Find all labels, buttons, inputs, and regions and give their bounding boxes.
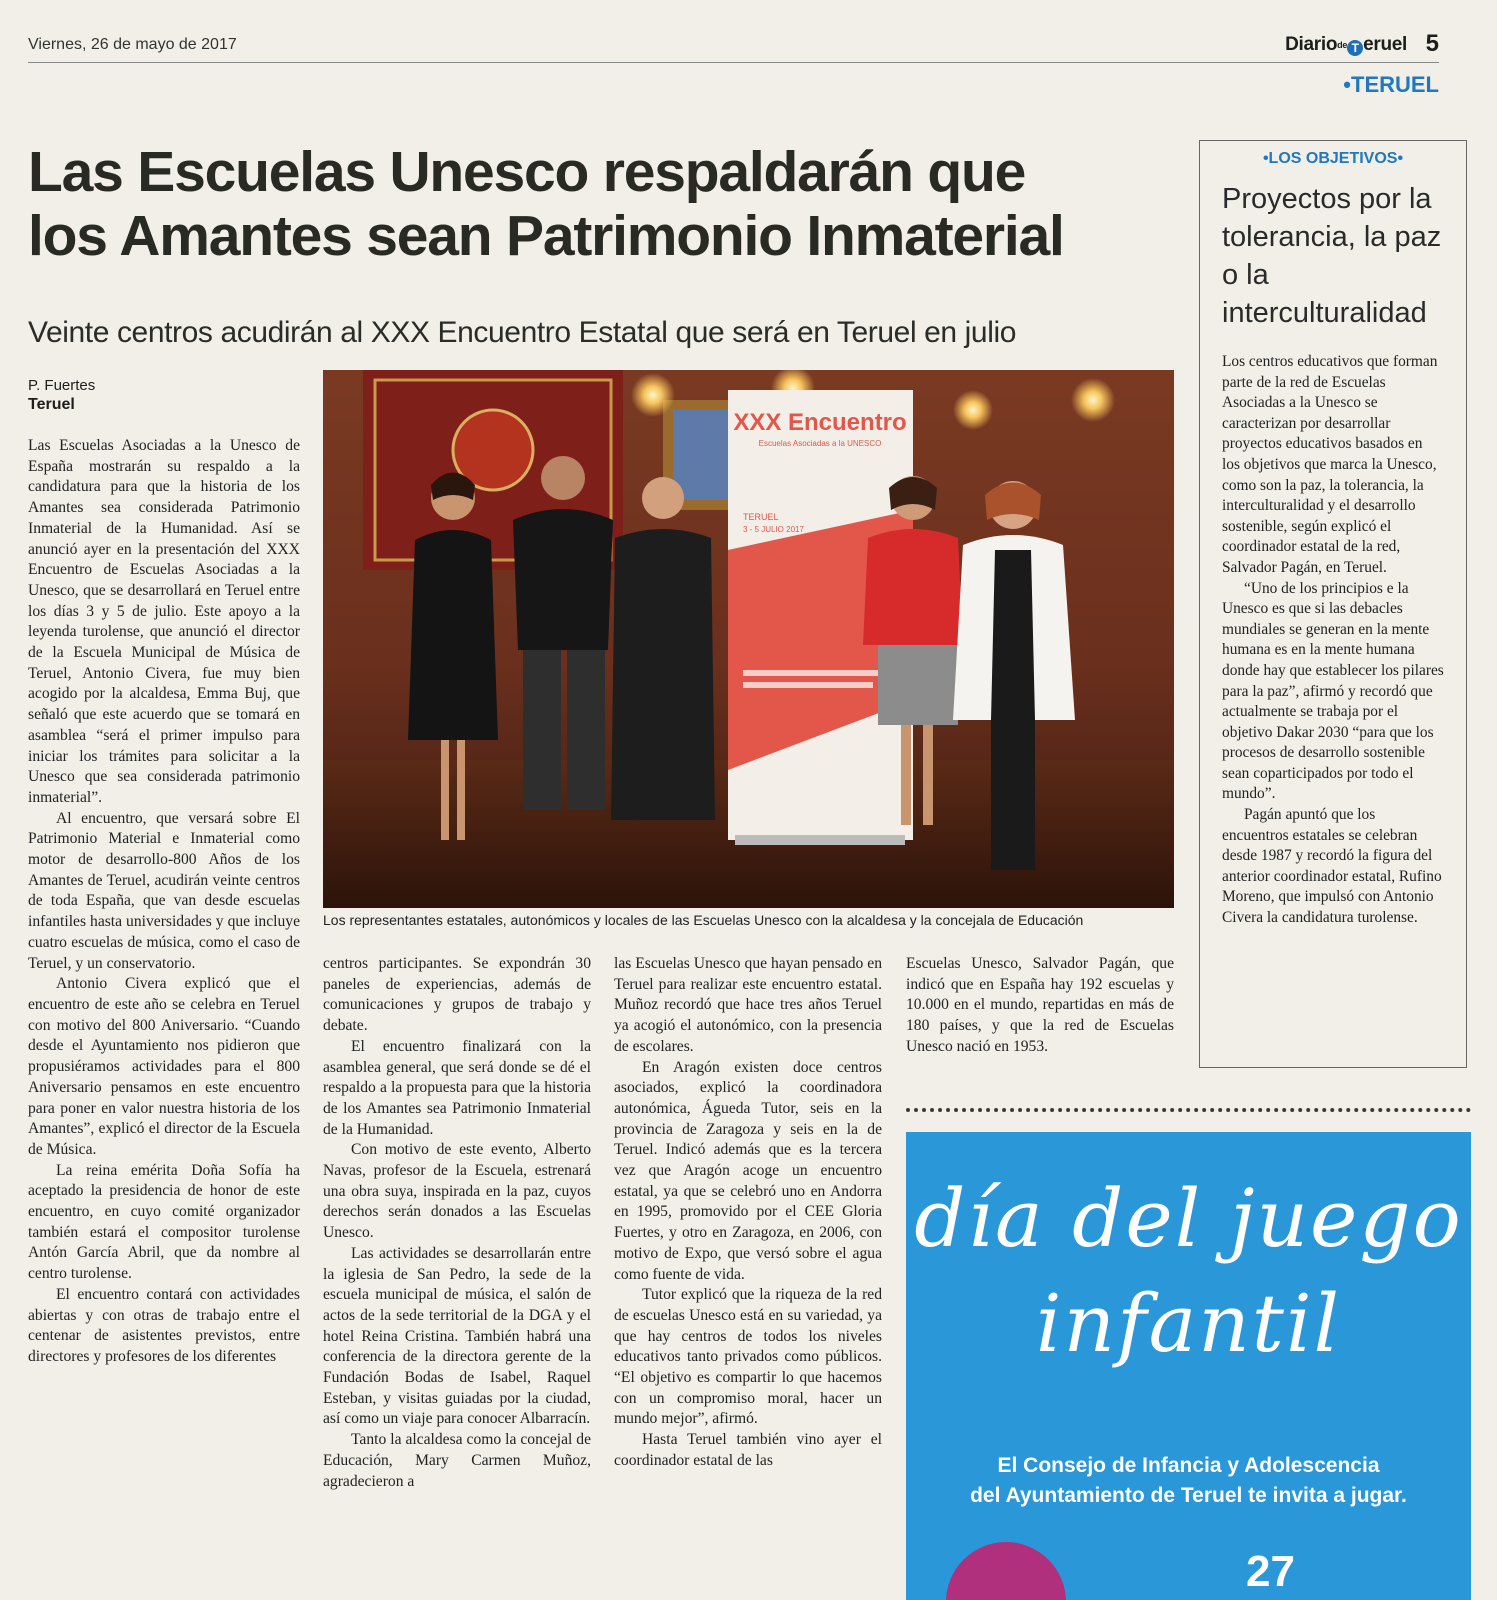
banner-subtitle: Escuelas Asociadas a la UNESCO — [758, 439, 882, 448]
sidebar-paragraph: Pagán apuntó que los encuentros estatales se celebran desde 1987 y recordó la figura del anterior coordinador estatal, Rufino Moreno, que impulsó con Antonio Civera la candidatura turolense. — [1222, 806, 1442, 927]
logo-t-icon: T — [1347, 40, 1363, 56]
sidebar-body — [1222, 352, 1444, 929]
ad-title-line-1: día del juego — [914, 1172, 1463, 1265]
ad-title-line-2: infantil — [1035, 1277, 1342, 1370]
advertisement — [906, 1132, 1471, 1600]
paragraph: Las Escuelas Asociadas a la Unesco de España mostrarán su respaldo a la candidatura para que la historia de los Amantes sea considerada Patrimonio Inmaterial de la Humanidad. Así se anunció ayer en la presentación del XXX Encuentro de Escuelas Asociadas a la Unesco, que se desarrollará en Teruel entre los días 3 y 5 de julio. Este apoyo a la leyenda turolense, que anunció el director de la Escuela Municipal de Música de Teruel, Antonio Civera, fue muy bien acogido por la alcaldesa, Emma Buj, que señaló que este acuerdo que se tomará en asamblea “será el primer impulso para iniciar los trámites para solicitar a la Unesco que sea considerada patrimonio inmaterial”. — [28, 437, 300, 806]
headline-line-2: los Amantes sean Patrimonio Inmaterial — [28, 204, 1064, 268]
ad-text-line-1: El Consejo de Infancia y Adolescencia — [997, 1454, 1380, 1477]
byline-author: P. Fuertes — [28, 377, 96, 394]
ad-text-line-2: del Ayuntamiento de Teruel te invita a jugar. — [970, 1484, 1407, 1507]
photo-caption: Los representantes estatales, autonómicos y locales de las Escuelas Unesco con la alcaldesa y la concejala de Educación — [323, 912, 1084, 928]
paragraph: El encuentro contará con actividades abiertas y con otras de trabajo entre el centenar de asistentes previstos, entre directores y profesores de los diferentes — [28, 1285, 300, 1365]
subheadline: Veinte centros acudirán al XXX Encuentro Estatal que será en Teruel en julio — [28, 316, 1017, 349]
header-rule — [28, 62, 1439, 63]
newspaper-logo — [1285, 34, 1407, 56]
article-photo — [323, 370, 1174, 908]
paragraph: El encuentro finalizará con la asamblea general, que será donde se dé el respaldo a la propuesta para que la historia de los Amantes sea Patrimonio Inmaterial de la Humanidad. — [323, 1037, 591, 1138]
headline-line-1: Las Escuelas Unesco respaldarán que — [28, 140, 1026, 204]
banner-dates: 3 - 5 JULIO 2017 — [743, 525, 804, 534]
headline — [28, 140, 1178, 268]
banner-title: XXX Encuentro — [733, 409, 907, 436]
paragraph: Hasta Teruel también vino ayer el coordinador estatal de las — [614, 1431, 882, 1469]
logo-de: de — [1337, 39, 1348, 50]
logo-prefix: Diario — [1285, 34, 1338, 55]
article-column-3 — [614, 954, 882, 1472]
paragraph: Las actividades se desarrollarán entre la iglesia de San Pedro, la sede de la escuela municipal de música, el salón de actos de la sede territorial de la DGA y el hotel Reina Cristina. También habrá una conferencia de la directora gerente de la Fundación Bodas de Isabel, Raquel Esteban, y visitas guiadas por la ciudad, así como un viaje para conocer Albarracín. — [323, 1244, 591, 1428]
paragraph: Tanto la alcaldesa como la concejal de Educación, Mary Carmen Muñoz, agradecieron a — [323, 1431, 591, 1490]
photo-illustration — [323, 370, 1174, 908]
sidebar-paragraph: Los centros educativos que forman parte de la red de Escuelas Asociadas a la Unesco se caracterizan por desarrollar proyectos educativos basados en los objetivos que marca la Unesco, como son la paz, la tolerancia, la interculturalidad y el desarrollo sostenible, según explicó el coordinador estatal de la red, Salvador Pagán, en Teruel. — [1222, 353, 1438, 576]
ad-circle-graphic — [946, 1542, 1066, 1600]
paragraph: Al encuentro, que versará sobre El Patrimonio Material e Inmaterial como motor de desarrollo-800 Años de los Amantes de Teruel, acudirán veinte centros de toda España, que van desde escuelas infantiles hasta universidades y que incluye cuatro escuelas de música, como el caso de Teruel, y un conservatorio. — [28, 809, 300, 972]
ad-day-number: 27 — [1246, 1547, 1295, 1596]
banner-place: TERUEL — [743, 512, 779, 522]
paragraph: Con motivo de este evento, Alberto Navas, profesor de la Escuela, estrenará una obra suya, inspirada en la paz, cuyos derechos serán donados a las Escuelas Unesco. — [323, 1141, 591, 1242]
sidebar-title: Proyectos por la tolerancia, la paz o la interculturalidad — [1222, 183, 1442, 329]
article-column-2 — [323, 954, 591, 1492]
article-column-4 — [906, 954, 1174, 1058]
sidebar-paragraph: “Uno de los principios e la Unesco es que si las debacles mundiales se generan en la mente humana es en la mente humana donde hay que establecer los pilares para la paz”, afirmó y recordó que actualmente se trabaja por el objetivo Dakar 2030 “para que los procesos de desarrollo sostenible sean coparticipados por todo el mundo”. — [1222, 579, 1444, 803]
paragraph: centros participantes. Se expondrán 30 paneles de experiencias, además de comunicaciones y grupos de trabajo y debate. — [323, 955, 591, 1035]
paragraph: La reina emérita Doña Sofía ha aceptado la presidencia de honor de este encuentro, en cuyo comité organizador también estará el compositor turolense Antón García Abril, que da nombre al centro turolense. — [28, 1161, 300, 1283]
logo-suffix: eruel — [1363, 34, 1407, 55]
paragraph: En Aragón existen doce centros asociados, explicó la coordinadora autonómica, Águeda Tutor, seis en la provincia de Zaragoza y seis en la de Teruel. Indicó además que es la tercera vez que Aragón acoge un encuentro estatal, ya que se celebró uno en Andorra en 1995, promovido por el CEE Gloria Fuertes, y otro en Zaragoza, en 2006, con motivo de Expo, que versó sobre el agua como fuente de vida. — [614, 1058, 882, 1283]
paragraph: las Escuelas Unesco que hayan pensado en Teruel para realizar este encuentro estatal. Muñoz recordó que hace tres años Teruel ya acogió el autonómico, con la presencia de escolares. — [614, 955, 882, 1055]
sidebar-kicker: •LOS OBJETIVOS• — [1262, 150, 1404, 167]
section-label: •TERUEL — [1343, 72, 1439, 97]
dotted-separator — [906, 1108, 1471, 1112]
paragraph: Escuelas Unesco, Salvador Pagán, que indicó que en España hay 192 escuelas y 10.000 en el mundo, repartidas en más de 180 países, y que la red de Escuelas Unesco nació en 1953. — [906, 955, 1174, 1055]
paragraph: Tutor explicó que la riqueza de la red de escuelas Unesco está en su variedad, ya que hay centros de todos los niveles educativos tanto privados como públicos. “El objetivo es compartir lo que hacemos con un compromiso moral, hacer un mundo mejor”, afirmó. — [614, 1286, 882, 1428]
page-number: 5 — [1425, 30, 1439, 57]
article-column-1 — [28, 436, 300, 1368]
byline-place: Teruel — [28, 396, 75, 413]
paragraph: Antonio Civera explicó que el encuentro de este año se celebra en Teruel con motivo del 800 Aniversario. “Cuando desde el Ayuntamiento nos pidieron que propusiéramos actividades para el 800 Aniversario pensamos en este encuentro para poner en valor nuestra historia de los Amantes”, explicó el director de la Escuela de Música. — [28, 975, 300, 1158]
page-date: Viernes, 26 de mayo de 2017 — [28, 36, 237, 53]
